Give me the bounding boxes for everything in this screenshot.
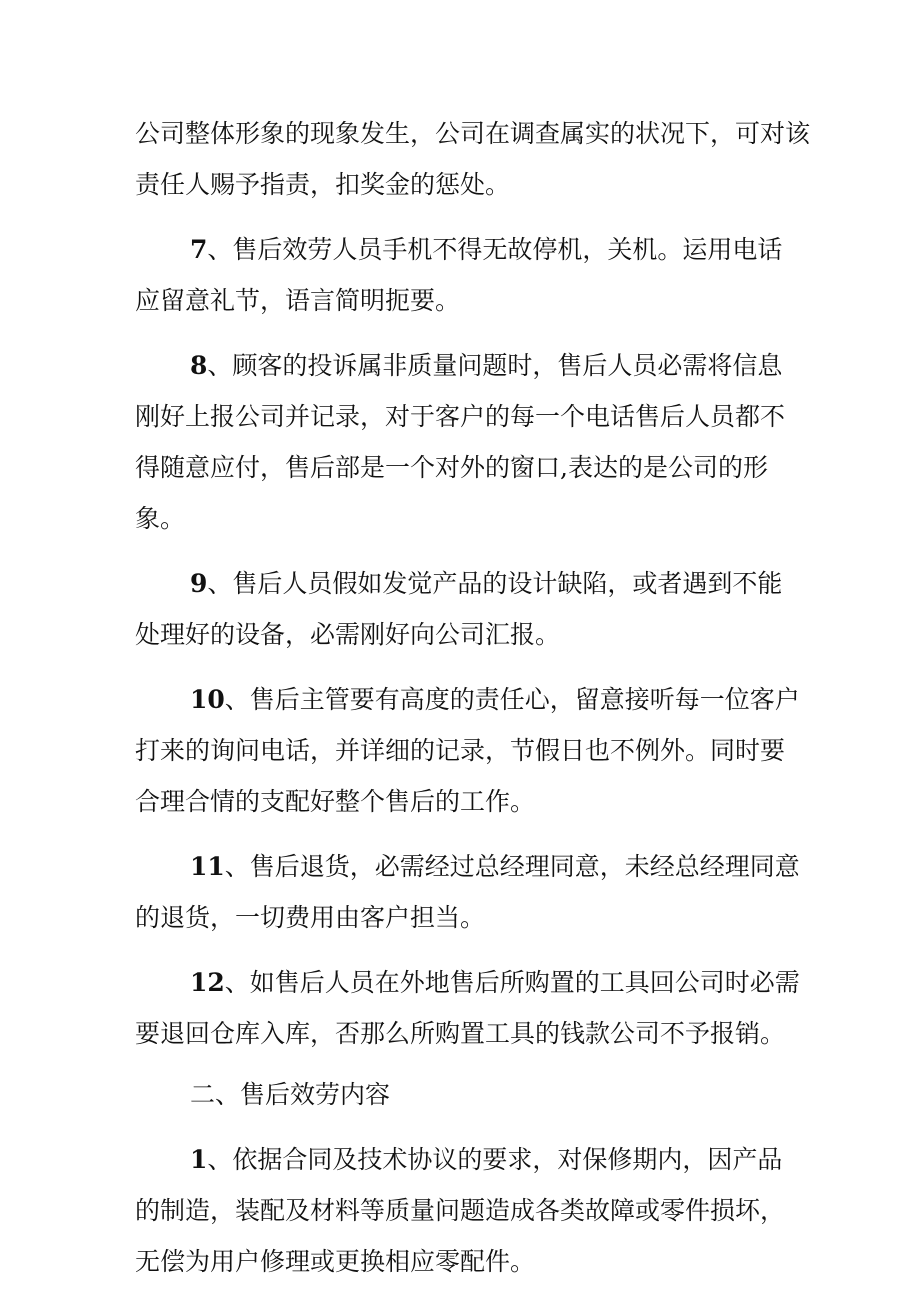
heading-text: 二、售后效劳内容 xyxy=(190,1080,391,1109)
text-line xyxy=(135,558,795,609)
text-line: 处理好的设备，必需刚好向公司汇报。 xyxy=(135,620,561,649)
item-text: 、售后人员假如发觉产品的设计缺陷，或者遇到不能 xyxy=(207,569,783,598)
item-text: 、售后主管要有高度的责任心，留意接听每一位客户 xyxy=(224,685,800,714)
item-text: 、依据合同及技术协议的要求，对保修期内，因产品 xyxy=(207,1145,783,1174)
text-line: 公司整体形象的现象发生，公司在调查属实的状况下，可对该 xyxy=(135,119,811,148)
paragraph-item-1 xyxy=(135,1134,795,1287)
paragraph-item-11 xyxy=(135,841,800,943)
paragraph-item-7 xyxy=(135,224,795,326)
item-text: 、如售后人员在外地售后所购置的工具回公司时必需 xyxy=(224,968,800,997)
paragraph-continuation xyxy=(135,108,811,210)
item-number: 8 xyxy=(190,351,208,380)
document-body xyxy=(135,108,811,1287)
item-text: 、顾客的投诉属非质量问题时，售后人员必需将信息 xyxy=(207,351,783,380)
item-number: 12 xyxy=(190,968,225,997)
section-heading xyxy=(135,1069,795,1120)
text-line: 象。 xyxy=(135,504,186,533)
text-line xyxy=(135,957,800,1008)
text-line: 的退货，一切费用由客户担当。 xyxy=(135,903,486,932)
text-line xyxy=(135,841,800,892)
text-line xyxy=(135,1134,795,1185)
paragraph-item-12 xyxy=(135,957,800,1059)
item-number: 7 xyxy=(190,235,208,264)
item-number: 11 xyxy=(190,852,225,881)
text-line xyxy=(135,340,795,391)
paragraph-item-9 xyxy=(135,558,795,660)
text-line xyxy=(135,224,795,275)
text-line: 无偿为用户修理或更换相应零配件。 xyxy=(135,1247,536,1276)
paragraph-item-10 xyxy=(135,674,800,827)
item-number: 10 xyxy=(190,685,225,714)
text-line: 责任人赐予指责，扣奖金的惩处。 xyxy=(135,170,511,199)
item-number: 1 xyxy=(190,1145,208,1174)
text-line: 要退回仓库入库，否那么所购置工具的钱款公司不予报销。 xyxy=(135,1019,786,1048)
text-line xyxy=(135,674,800,725)
item-number: 9 xyxy=(190,569,208,598)
text-line: 得随意应付，售后部是一个对外的窗口,表达的是公司的形 xyxy=(135,453,768,482)
text-line: 的制造，装配及材料等质量问题造成各类故障或零件损坏， xyxy=(135,1196,786,1225)
text-line: 刚好上报公司并记录，对于客户的每一个电话售后人员都不 xyxy=(135,402,786,431)
text-line: 应留意礼节，语言简明扼要。 xyxy=(135,286,461,315)
item-text: 、售后效劳人员手机不得无故停机，关机。运用电话 xyxy=(207,235,783,264)
text-line: 合理合情的支配好整个售后的工作。 xyxy=(135,787,536,816)
item-text: 、售后退货，必需经过总经理同意，未经总经理同意 xyxy=(224,852,800,881)
paragraph-item-8 xyxy=(135,340,795,544)
text-line: 打来的询问电话，并详细的记录，节假日也不例外。同时要 xyxy=(135,736,786,765)
